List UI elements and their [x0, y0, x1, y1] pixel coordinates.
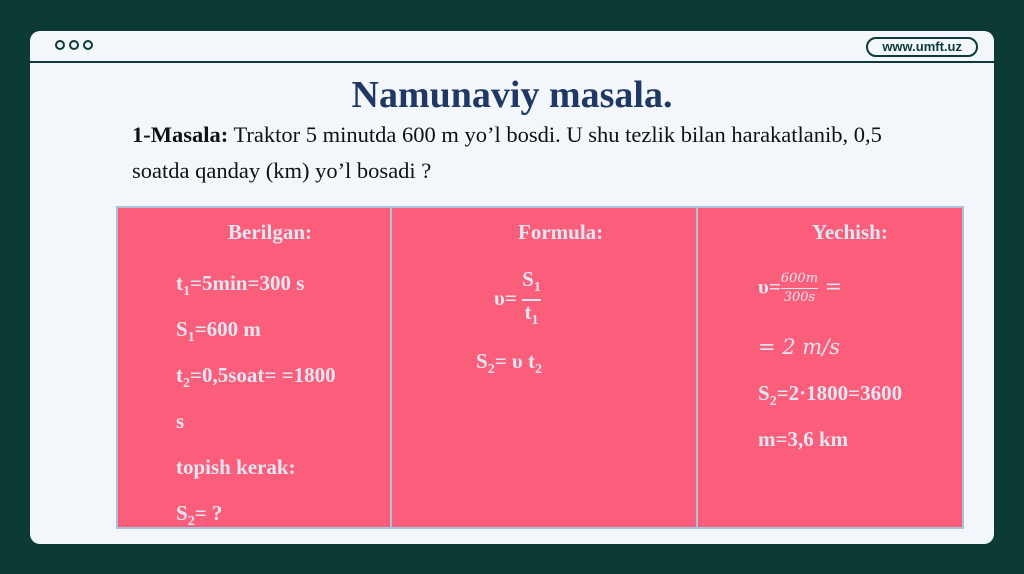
num-sub: 1: [533, 280, 541, 296]
velocity-lhs: υ=: [494, 286, 517, 310]
velocity-calc-lhs: υ=: [758, 274, 781, 299]
s2c-sub: 2: [769, 394, 777, 410]
calc-fraction: [781, 270, 818, 307]
s2c-calc: =2·1800=3600: [776, 381, 903, 405]
s2-value: = ?: [194, 501, 223, 525]
problem-label: 1-Masala:: [132, 122, 229, 147]
window-dot-icon[interactable]: [69, 40, 79, 50]
s2f-var: S: [476, 349, 488, 373]
calc-eq1: =: [818, 274, 843, 299]
s2f-mid: = υ t: [494, 349, 536, 373]
solution-column: [698, 208, 962, 527]
velocity-calculation: [758, 270, 842, 307]
s1-var: S: [176, 317, 188, 341]
given-t2: [176, 352, 336, 407]
formula-header: Formula:: [518, 220, 604, 244]
distance-result: m=3,6 km: [758, 427, 849, 451]
velocity-result: = 2 m/s: [758, 335, 841, 359]
t2-sub: 2: [183, 376, 190, 392]
slide-card: [30, 31, 994, 544]
given-t2-unit: s: [176, 409, 185, 433]
formula-column: [392, 208, 698, 527]
t1-value: =5min=300 s: [190, 271, 305, 295]
problem-statement: [132, 117, 932, 189]
s1-value: =600 m: [194, 317, 261, 341]
fraction-numerator: [522, 268, 541, 299]
s2f-sub: 2: [487, 362, 495, 378]
find-label: topish kerak:: [176, 455, 296, 479]
problem-text: Traktor 5 minutda 600 m yo’l bosdi. U shu tezlik bilan harakatlanib, 0,5 soatda qanday (km) yo’l bosadi ?: [132, 122, 882, 183]
solution-table: [116, 206, 964, 529]
velocity-fraction: [522, 268, 541, 332]
num-var: S: [522, 267, 534, 291]
window-dot-icon[interactable]: [55, 40, 65, 50]
given-column: [118, 208, 392, 530]
given-header: Berilgan:: [228, 220, 312, 244]
s2-sub: 2: [187, 514, 195, 530]
s2c-var: S: [758, 381, 770, 405]
t1-sub: 1: [183, 284, 190, 300]
t-sub: 2: [535, 362, 543, 378]
given-s2: [176, 490, 222, 544]
distance-formula: [476, 338, 542, 393]
t1-var: t: [176, 271, 183, 295]
url-bar[interactable]: www.umft.uz: [866, 37, 978, 57]
calc-numerator: 600m: [780, 271, 819, 286]
s1-sub: 1: [187, 330, 195, 346]
window-controls: [55, 40, 93, 50]
t2-value: =0,5soat= =1800: [190, 363, 336, 387]
slide-title: Namunaviy masala.: [351, 74, 673, 116]
velocity-formula: [494, 268, 541, 332]
den-sub: 1: [531, 313, 539, 329]
calc-denominator: 300s: [783, 290, 816, 305]
t2-var: t: [176, 363, 183, 387]
window-dot-icon[interactable]: [83, 40, 93, 50]
browser-bar: [30, 31, 994, 63]
den-var: t: [524, 300, 532, 325]
fraction-denominator: [524, 301, 538, 332]
s2-var: S: [176, 501, 188, 525]
solution-header: Yechish:: [812, 220, 888, 244]
